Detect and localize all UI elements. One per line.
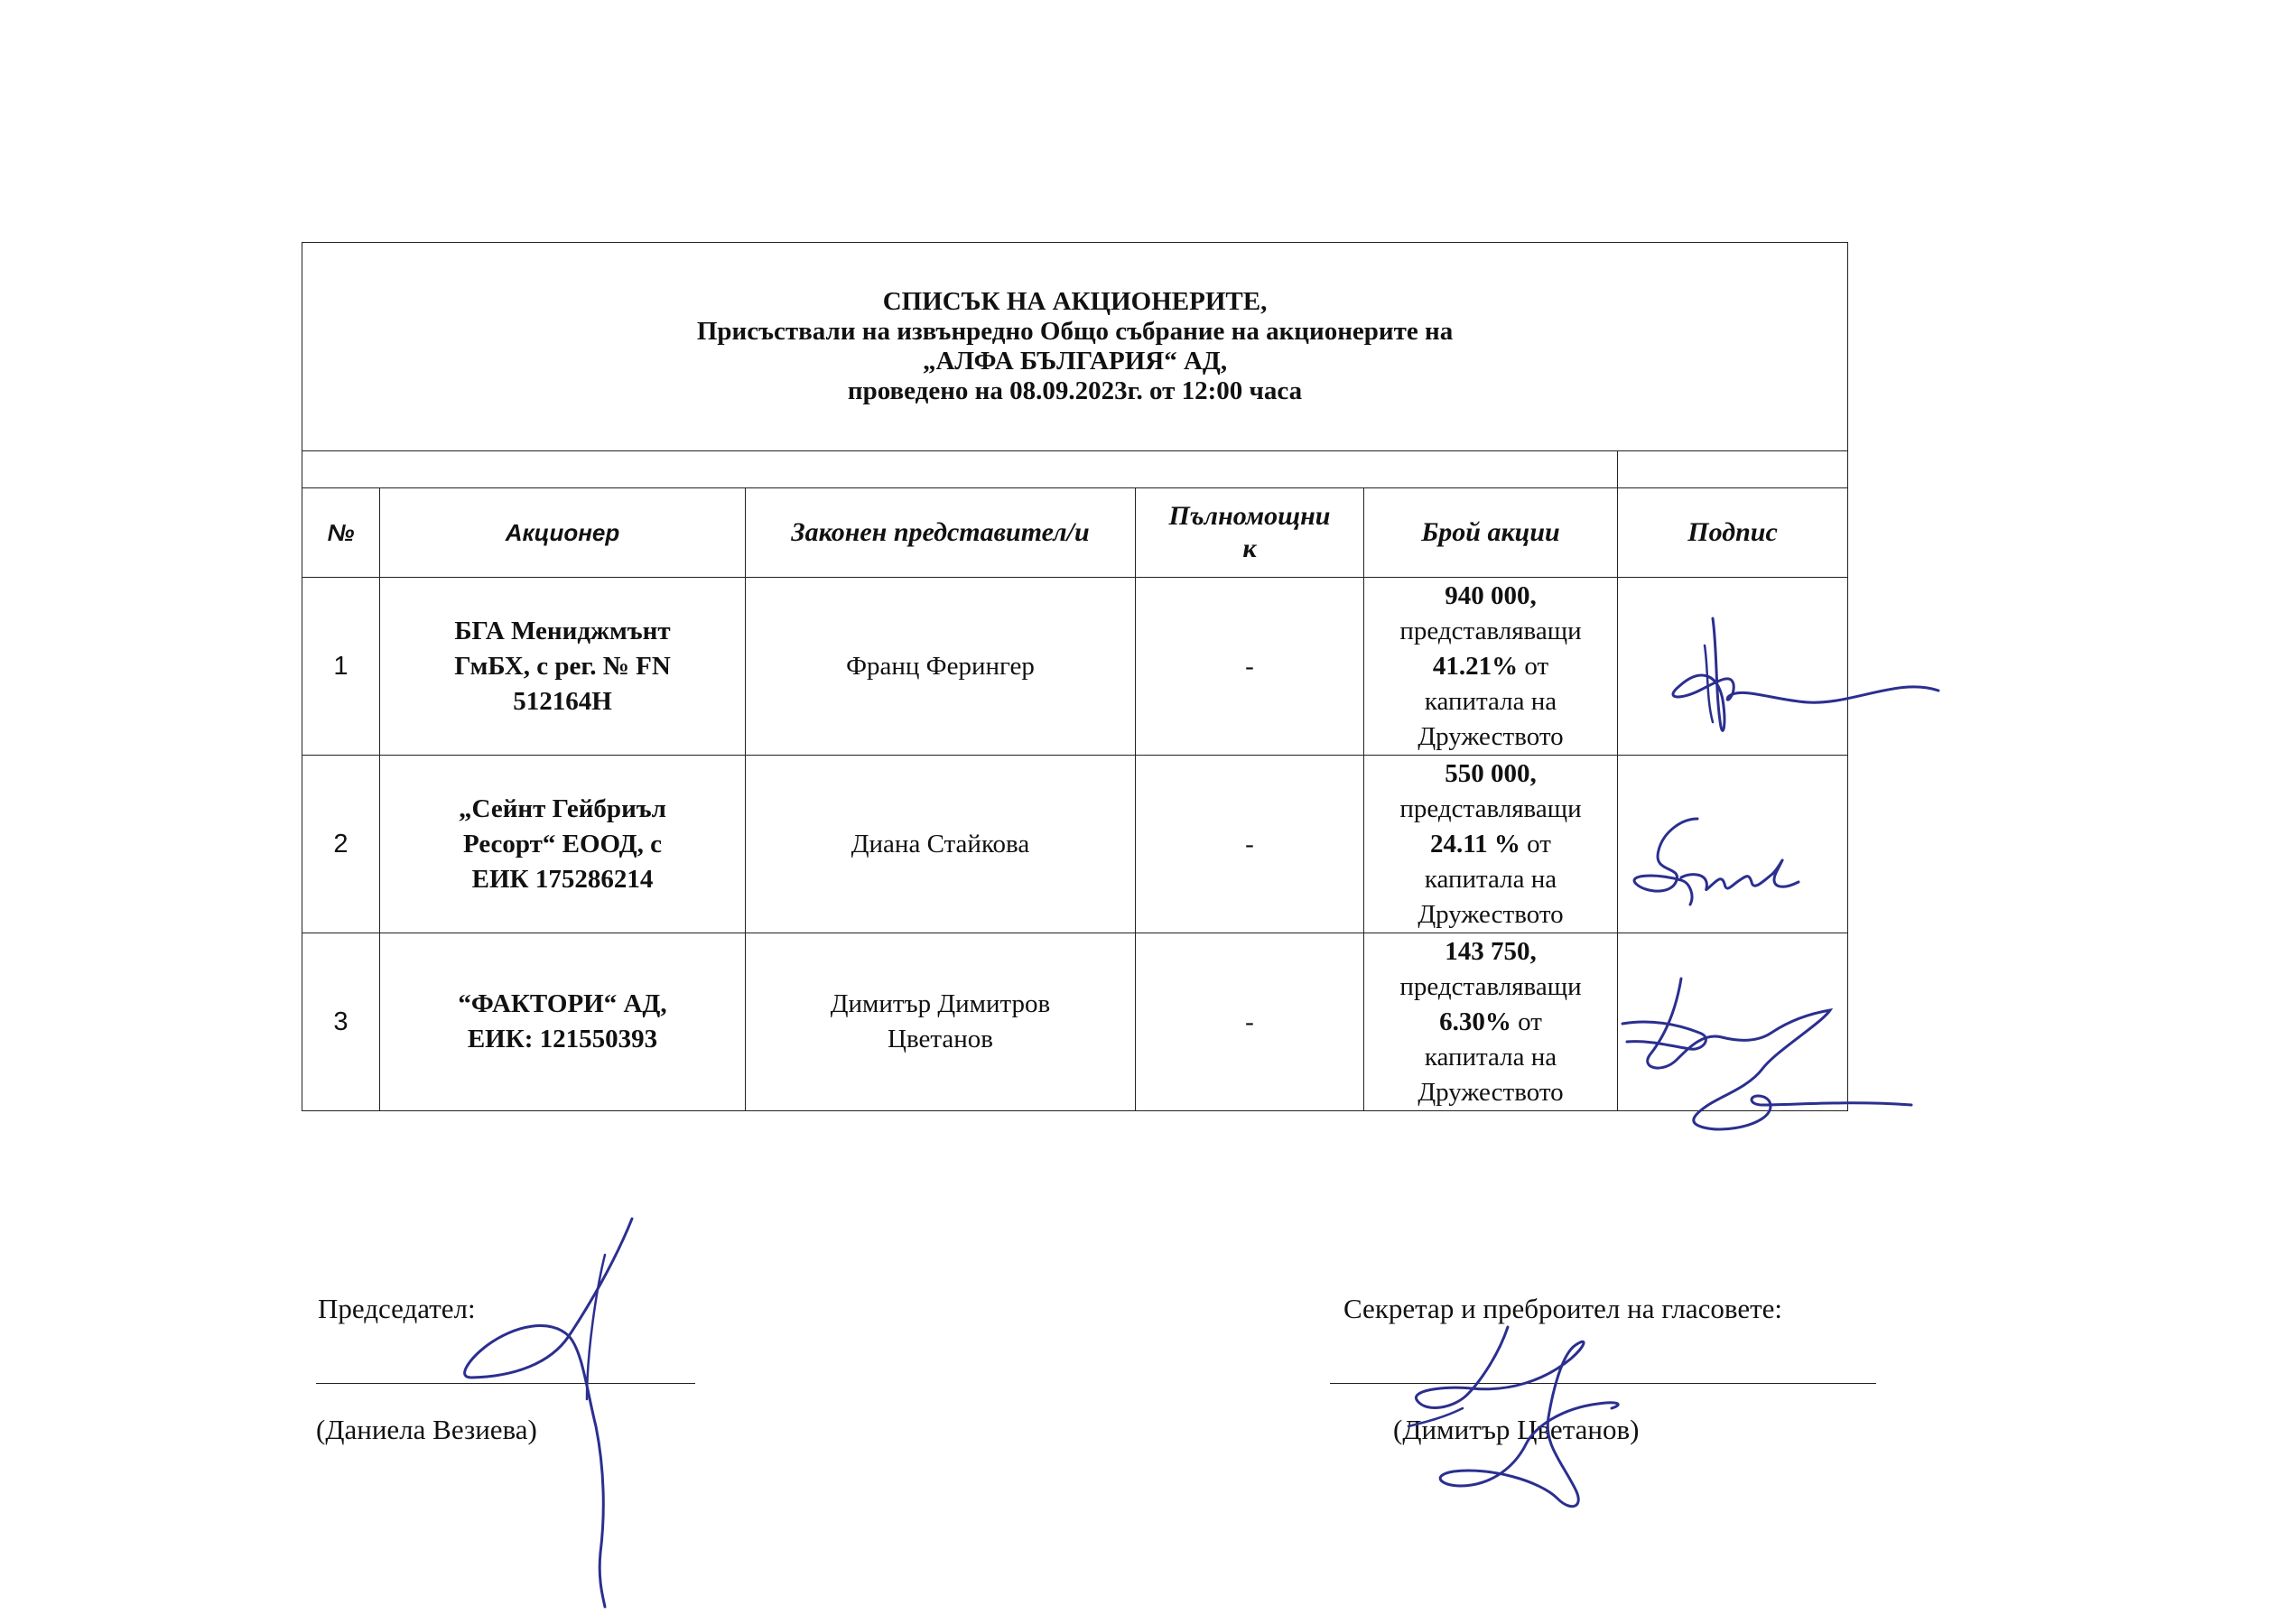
shareholder-line: „Сейнт Гейбриъл [459,793,666,823]
shareholder-cell [380,578,746,756]
shareholder-line: ЕИК: 121550393 [467,1025,658,1053]
signature-cell [1618,756,1848,933]
handwritten-signature [1627,614,2006,758]
col-header-proxy [1136,488,1364,578]
signature-cell [1618,578,1848,756]
secretary-label: Секретар и преброител на гласовете: [1343,1293,1783,1324]
representative-cell [746,578,1136,756]
percent-suffix: от [1511,1007,1542,1036]
representative-line: Цветанов [888,1025,993,1053]
title-line-1: СПИСЪК НА АКЦИОНЕРИТЕ, [882,287,1268,316]
col-header-representative: Законен представител/и [746,488,1136,578]
shares-cell [1364,756,1618,933]
percent-suffix: от [1518,651,1549,681]
proxy-cell: - [1136,756,1364,933]
shares-cell [1364,578,1618,756]
representative-cell [746,933,1136,1111]
shares-cell [1364,933,1618,1111]
capital-of: капитала на [1424,1042,1557,1072]
company-word: Дружеството [1418,899,1564,929]
shareholder-line: “ФАКТОРИ“ АД, [458,989,667,1018]
representative-line: Диана Стайкова [851,829,1030,858]
representative-line: Франц Ферингер [846,651,1035,681]
company-word: Дружеството [1418,721,1564,751]
representative-line: Димитър Димитров [830,989,1051,1018]
chairman-label: Председател: [318,1293,476,1324]
shareholders-table [302,242,1848,1111]
table-row [302,756,1848,933]
percent-suffix: от [1520,829,1551,858]
title-line-4: проведено на 08.09.2023г. от 12:00 часа [847,376,1303,405]
chairman-name: (Даниела Везиева) [316,1414,537,1445]
shares-count: 550 000, [1445,758,1537,788]
table-header-row [302,488,1848,578]
shares-percent: 6.30% [1439,1007,1511,1036]
col-header-proxy-line1: Пълномощни [1168,501,1331,531]
capital-of: капитала на [1424,864,1557,894]
col-header-signature: Подпис [1618,488,1848,578]
title-line-2: Присъствали на извънредно Общо събрание на акционерите на [696,317,1454,346]
signature-cell [1618,933,1848,1111]
shareholder-line: ЕИК 175286214 [471,864,654,894]
col-header-proxy-line2: к [1242,534,1257,563]
handwritten-signature [1618,810,1853,936]
shares-percent: 24.11 % [1430,829,1520,858]
shareholder-cell [380,933,746,1111]
capital-of: капитала на [1424,686,1557,716]
company-word: Дружеството [1418,1077,1564,1107]
proxy-cell: - [1136,578,1364,756]
col-header-shares: Брой акции [1364,488,1618,578]
shares-word: представляващи [1399,793,1582,823]
shareholder-line: ГмБХ, с рег. № FN [454,651,671,681]
document-title [302,243,1848,451]
shareholder-line: БГА Мениджмънт [454,616,671,645]
shares-percent: 41.21% [1432,651,1519,681]
chairman-handwritten-signature [451,1210,686,1607]
proxy-cell: - [1136,933,1364,1111]
table-row [302,578,1848,756]
row-number: 2 [302,756,380,933]
shares-count: 940 000, [1445,580,1537,610]
handwritten-signature [1613,970,1957,1150]
row-number: 1 [302,578,380,756]
representative-cell [746,756,1136,933]
shares-count: 143 750, [1445,936,1537,966]
col-header-num: № [302,488,380,578]
title-line-3: „АЛФА БЪЛГАРИЯ“ АД, [922,347,1228,376]
shares-word: представляващи [1399,971,1582,1001]
spacer-row [302,451,1848,488]
shareholder-line: Ресорт“ ЕООД, с [462,829,662,858]
row-number: 3 [302,933,380,1111]
secretary-handwritten-signature [1390,1318,1679,1517]
shareholder-cell [380,756,746,933]
col-header-shareholder: Акционер [380,488,746,578]
table-row [302,933,1848,1111]
secretary-name: (Димитър Цветанов) [1393,1414,1640,1445]
shareholder-line: 512164H [513,686,612,716]
shares-word: представляващи [1399,616,1582,645]
